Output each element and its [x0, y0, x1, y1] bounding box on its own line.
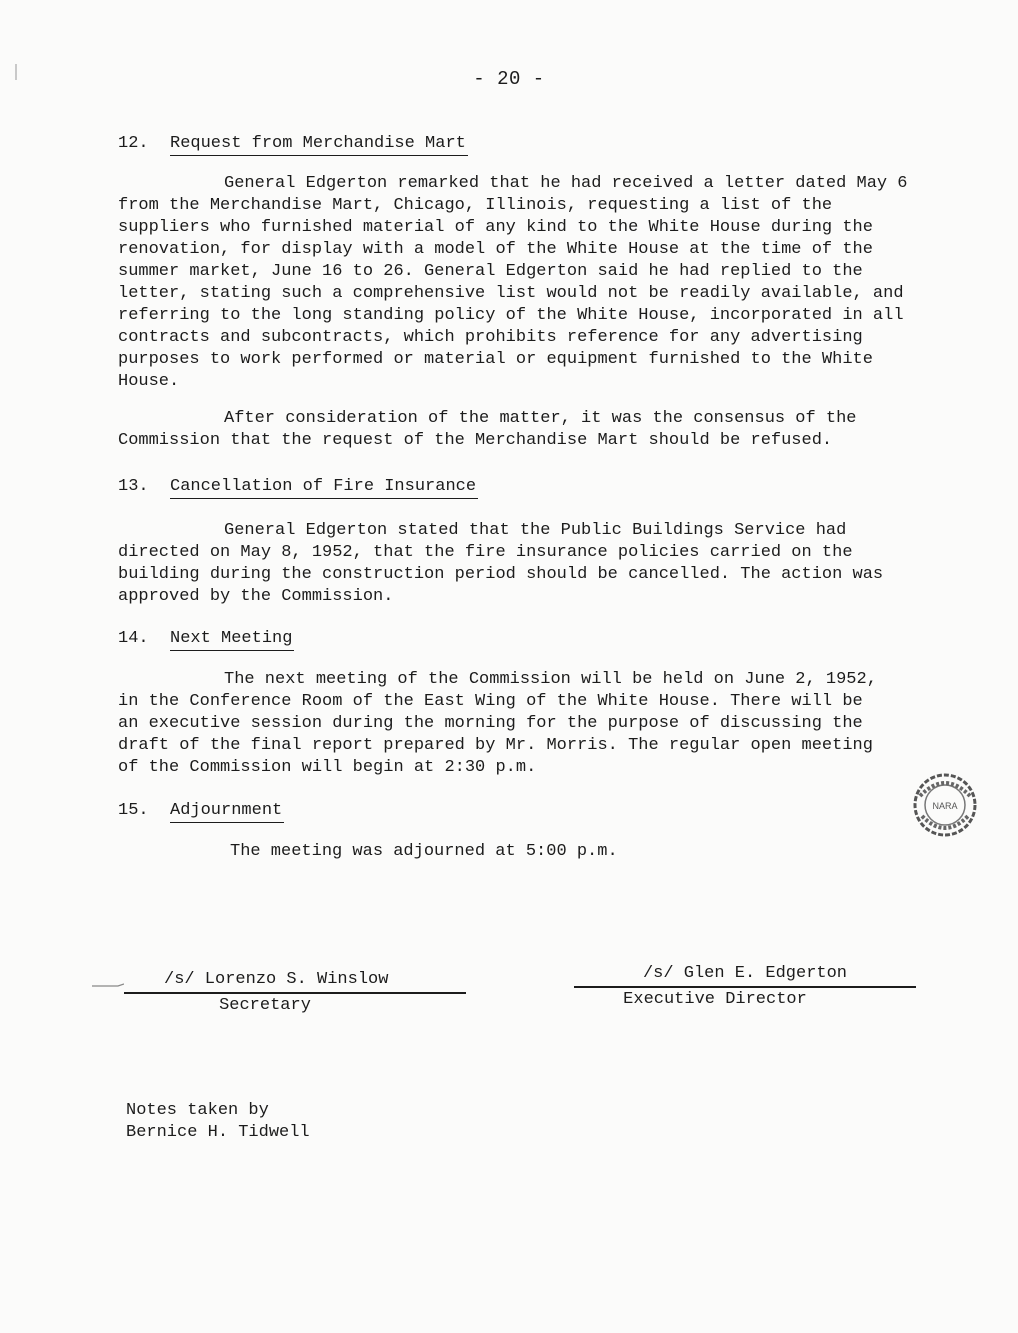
signature-role: Executive Director	[623, 990, 807, 1009]
signature-block-executive-director	[574, 964, 916, 1009]
section-15-paragraph-1	[118, 841, 948, 863]
text-line: House.	[118, 372, 180, 391]
text-line: After consideration of the matter, it was the consensus of the	[224, 409, 857, 428]
section-number: 13.	[118, 477, 149, 496]
section-14-paragraph-1	[118, 669, 948, 779]
section-12-paragraph-1	[118, 173, 948, 393]
text-line: General Edgerton stated that the Public Buildings Service had	[224, 521, 847, 540]
section-title: Next Meeting	[170, 629, 294, 651]
section-heading-13	[118, 477, 478, 499]
text-line: from the Merchandise Mart, Chicago, Illinois, requesting a list of the	[118, 196, 833, 215]
signature-role: Secretary	[219, 996, 311, 1015]
section-12-paragraph-2	[118, 408, 948, 452]
notes-attribution	[126, 1100, 310, 1144]
text-line: an executive session during the morning for the purpose of discussing the	[118, 714, 863, 733]
signature-line	[124, 992, 466, 994]
text-line: letter, stating such a comprehensive list would not be readily available, and	[118, 284, 904, 303]
text-line: Commission that the request of the Merchandise Mart should be refused.	[118, 431, 833, 450]
text-line: in the Conference Room of the East Wing of the White House. There will be	[118, 692, 863, 711]
section-title: Adjournment	[170, 801, 284, 823]
section-number: 14.	[118, 629, 149, 648]
signature-block-secretary	[124, 970, 466, 1015]
signature-name: /s/ Glen E. Edgerton	[642, 964, 848, 983]
text-line: building during the construction period should be cancelled. The action was	[118, 565, 884, 584]
notes-line: Bernice H. Tidwell	[126, 1123, 310, 1142]
section-title: Request from Merchandise Mart	[170, 134, 468, 156]
text-line: General Edgerton remarked that he had received a letter dated May 6	[224, 174, 908, 193]
nara-stamp	[912, 772, 978, 838]
section-number: 15.	[118, 801, 149, 820]
text-line: purposes to work performed or material or equipment furnished to the White	[118, 350, 873, 369]
notes-line: Notes taken by	[126, 1101, 269, 1120]
section-heading-14	[118, 629, 294, 651]
text-line: approved by the Commission.	[118, 587, 394, 606]
section-heading-12	[118, 134, 468, 156]
page-number: - 20 -	[473, 68, 545, 90]
pen-mark	[92, 976, 124, 982]
text-line: directed on May 8, 1952, that the fire insurance policies carried on the	[118, 543, 853, 562]
text-line: referring to the long standing policy of the White House, incorporated in all	[118, 306, 904, 325]
text-line: The next meeting of the Commission will be held on June 2, 1952,	[224, 670, 877, 689]
section-title: Cancellation of Fire Insurance	[170, 477, 478, 499]
text-line: summer market, June 16 to 26. General Edgerton said he had replied to the	[118, 262, 863, 281]
section-heading-15	[118, 801, 284, 823]
text-line: renovation, for display with a model of the White House at the time of the	[118, 240, 873, 259]
stamp-label: NARA	[932, 801, 958, 811]
text-line: draft of the final report prepared by Mr. Morris. The regular open meeting	[118, 736, 873, 755]
signature-name: /s/ Lorenzo S. Winslow	[164, 970, 389, 989]
text-line: The meeting was adjourned at 5:00 p.m.	[230, 842, 618, 861]
section-number: 12.	[118, 134, 149, 153]
text-line: contracts and subcontracts, which prohibits reference for any advertising	[118, 328, 863, 347]
text-line: suppliers who furnished material of any kind to the White House during the	[118, 218, 873, 237]
signature-line	[574, 986, 916, 988]
section-13-paragraph-1	[118, 520, 948, 608]
text-line: of the Commission will begin at 2:30 p.m.	[118, 758, 537, 777]
